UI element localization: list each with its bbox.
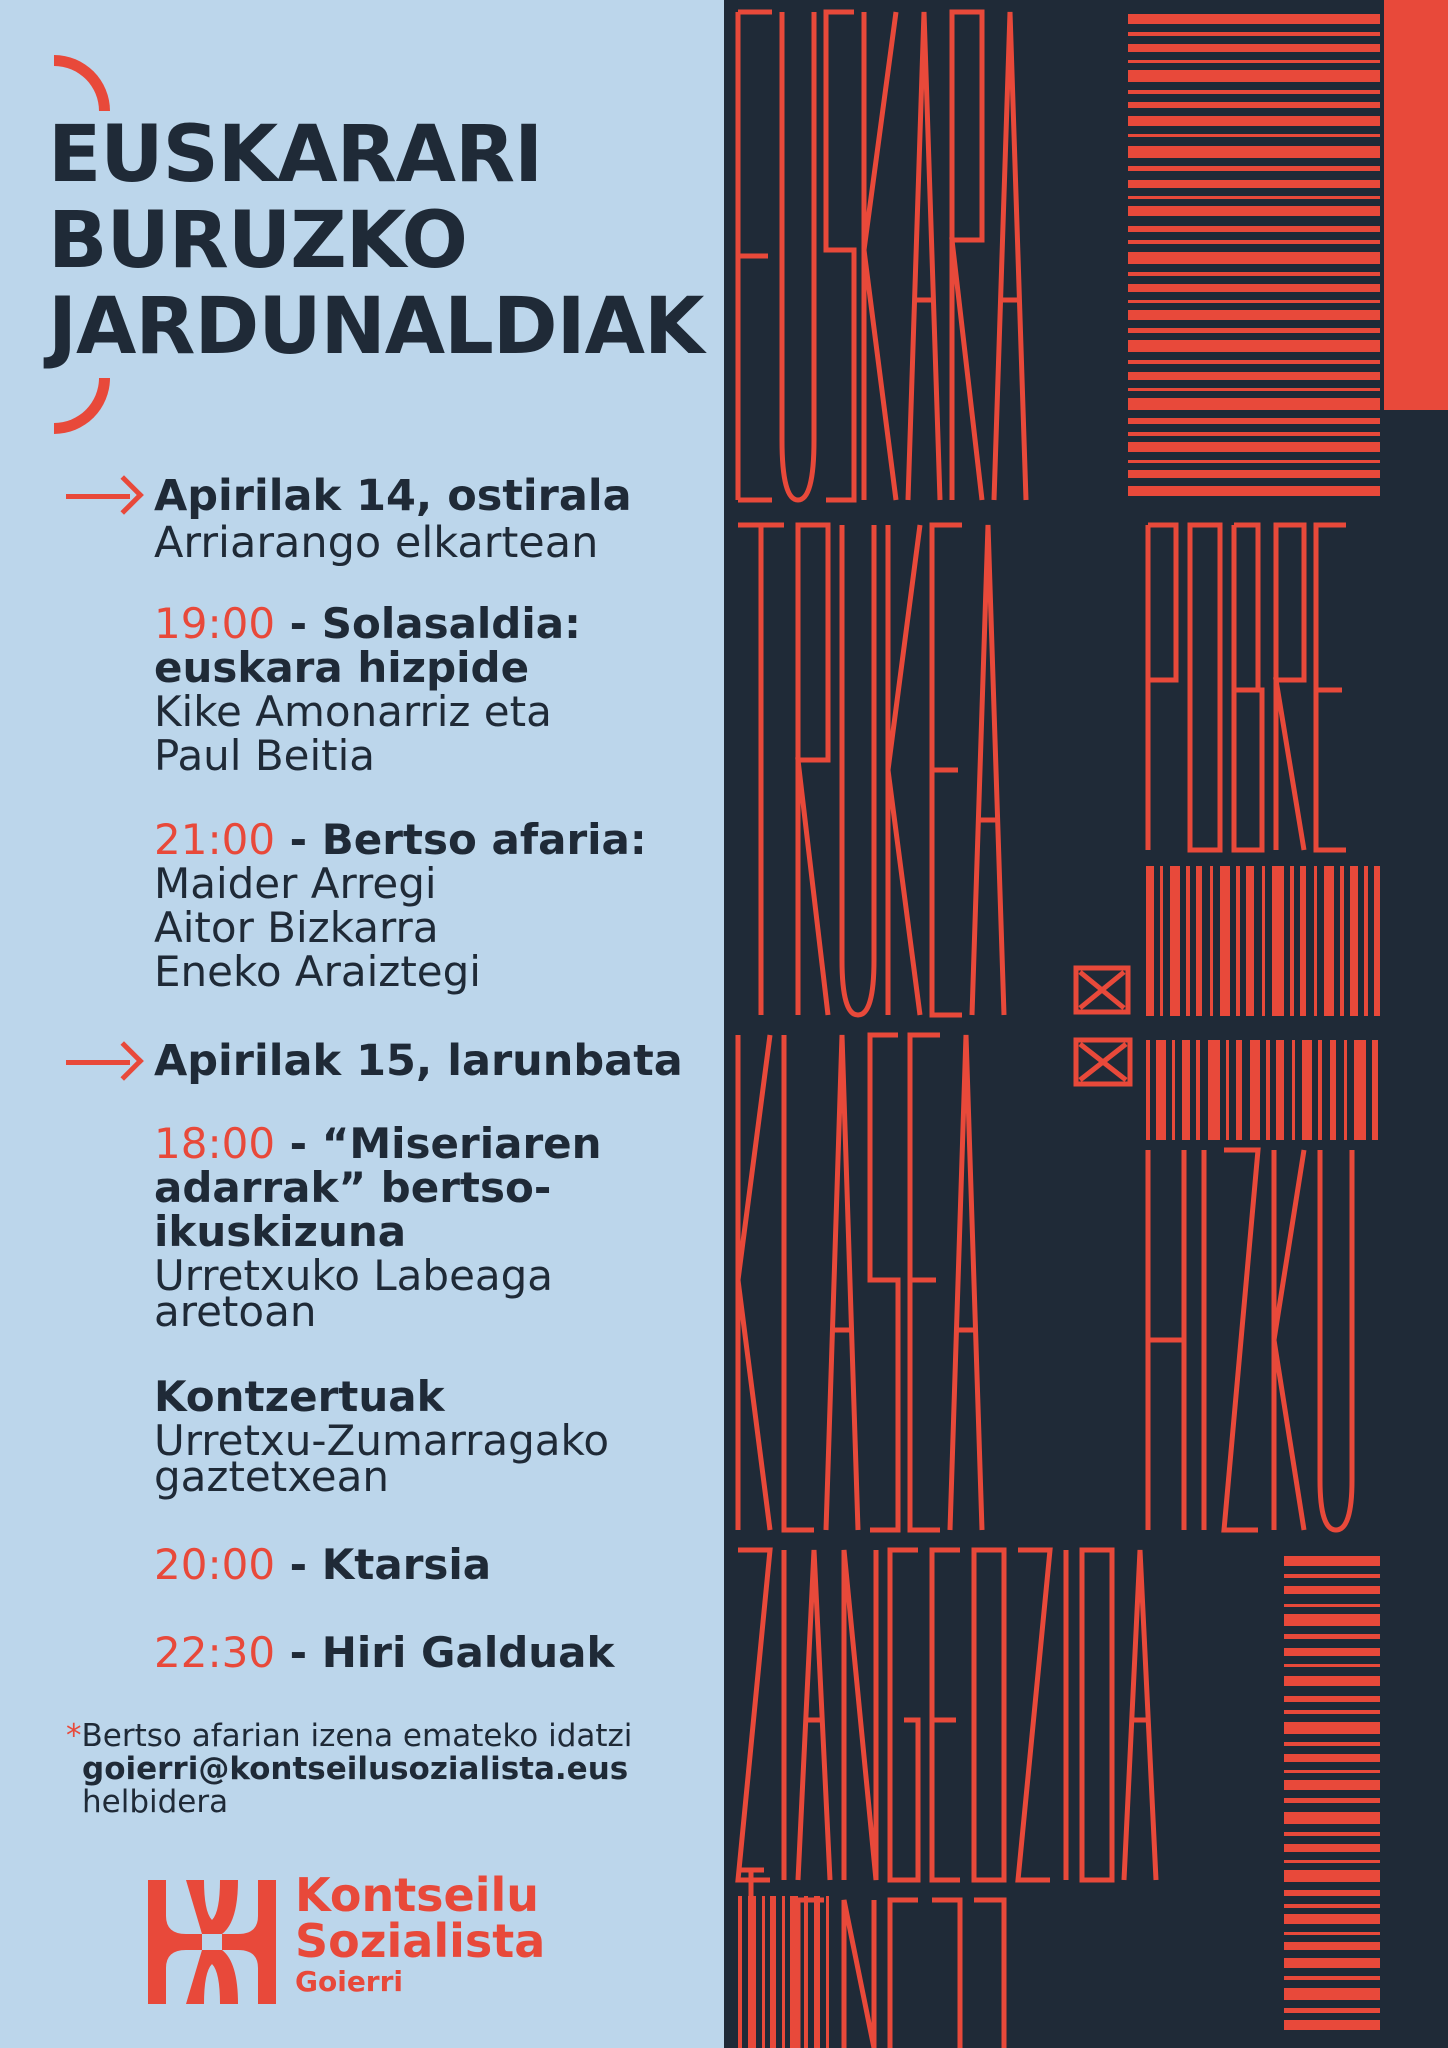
day-1-header (154, 472, 714, 566)
event-time: 21:00 (154, 815, 276, 864)
event-detail: gaztetxean (154, 1452, 389, 1501)
event-detail: Urretxuko Labeaga (154, 1251, 554, 1300)
bottom-bracket-ornament (54, 378, 110, 434)
note-line: helbidera (82, 1784, 229, 1820)
footnote-star: * (66, 1718, 82, 1754)
event-title: - Hiri Galduak (289, 1628, 615, 1677)
event-detail: Urretxu-Zumarragako (154, 1416, 610, 1465)
day-date: Apirilak 14, ostirala (154, 471, 632, 521)
event-time: 20:00 (154, 1540, 276, 1589)
event-title: - “Miseriaren adarrak” bertso-ikuskizuna (154, 1119, 602, 1256)
event-title: - Ktarsia (289, 1540, 492, 1589)
event-title: - Solasaldia: euskara hizpide (154, 599, 581, 692)
event-detail: aretoan (154, 1287, 317, 1336)
kontseilu-logo-icon (142, 1872, 282, 2012)
logo-text (295, 1868, 546, 2000)
event-title: Kontzertuak (154, 1372, 445, 1421)
event-detail: Kike Amonarriz eta (154, 687, 552, 736)
event-item (154, 599, 714, 780)
top-bracket-ornament (54, 55, 110, 111)
event-detail: Paul Beitia (154, 731, 376, 780)
event-detail: Aitor Bizkarra (154, 903, 439, 952)
title-line-1: EUSKARARI (48, 110, 543, 200)
arrow-right-icon (66, 1047, 138, 1077)
title-line-2: BURUZKO (48, 196, 467, 286)
event-detail: Maider Arregi (154, 859, 437, 908)
logo-line-1: Kontseilu (295, 1868, 540, 1922)
decorative-typography-art (724, 0, 1448, 2048)
event-item (154, 1628, 714, 1677)
event-time: 19:00 (154, 599, 276, 648)
day-place: Arriarango elkartean (154, 518, 599, 568)
poster-art-panel (724, 0, 1448, 2048)
day-date: Apirilak 15, larunbata (154, 1036, 683, 1086)
title-line-3: JARDUNALDIAK (48, 282, 704, 372)
event-item (154, 815, 714, 996)
logo-line-3: Goierri (295, 1965, 404, 1998)
logo-line-2: Sozialista (295, 1914, 546, 1968)
event-time: 18:00 (154, 1119, 276, 1168)
arrow-right-icon (66, 481, 138, 511)
event-item (154, 1372, 714, 1501)
event-item (154, 1119, 714, 1336)
event-time: 22:30 (154, 1628, 276, 1677)
contact-email[interactable]: goierri@kontseilusozialista.eus (82, 1751, 629, 1787)
event-detail: Eneko Araiztegi (154, 947, 481, 996)
note-line: Bertso afarian izena emateko idatzi (81, 1718, 633, 1754)
registration-note (66, 1720, 632, 1819)
poster-title (48, 112, 703, 370)
event-item (154, 1540, 714, 1589)
event-title: - Bertso afaria: (289, 815, 647, 864)
day-2-header (154, 1037, 714, 1085)
